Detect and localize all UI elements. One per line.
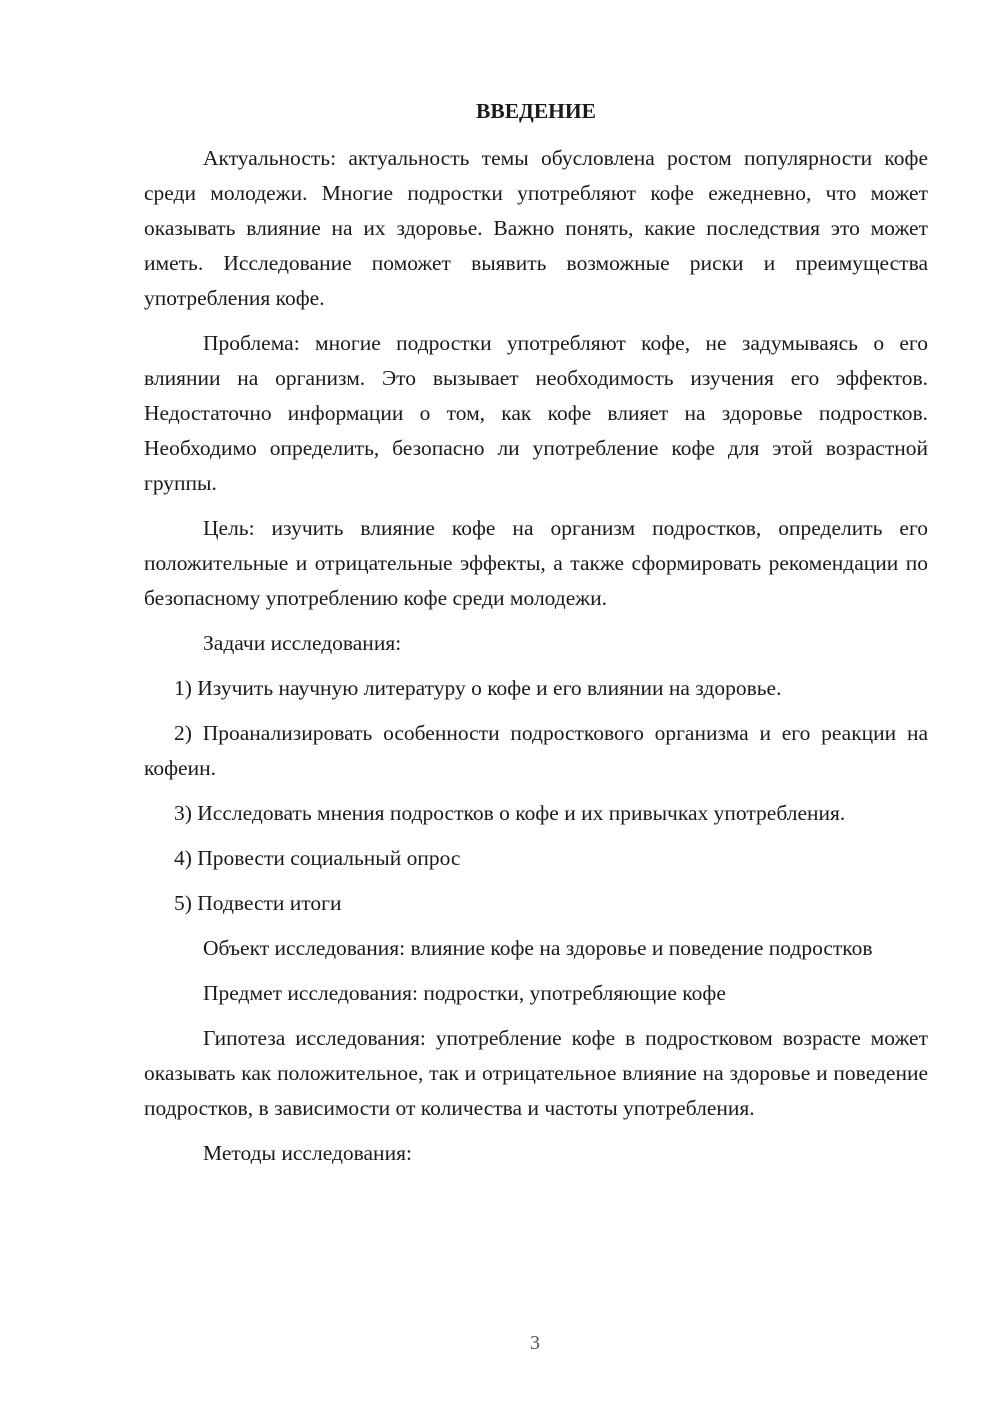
paragraph-tasks-heading: Задачи исследования:	[203, 631, 402, 655]
paragraph-problem: Проблема: многие подростки употребляют кофе, не задумываясь о его влиянии на организм. Это вызывает необходимость изучения его эффектов. Недостаточно информации о том, как кофе влияет на здоровье подростков. Необходимо определить, безопасно ли употребление кофе для этой возрастной группы.	[144, 331, 928, 495]
paragraph-methods: Методы исследования:	[203, 1141, 412, 1165]
document-page	[144, 94, 928, 1181]
paragraph-object: Объект исследования: влияние кофе на здоровье и поведение подростков	[203, 936, 873, 960]
paragraph-hypothesis: Гипотеза исследования: употребление кофе в подростковом возрасте может оказывать как положительное, так и отрицательное влияние на здоровье и поведение подростков, в зависимости от количества и частоты употребления.	[144, 1026, 928, 1120]
paragraph-subject: Предмет исследования: подростки, употребляющие кофе	[203, 981, 726, 1005]
task-item-1: 1) Изучить научную литературу о кофе и его влиянии на здоровье.	[174, 676, 782, 700]
page-number: 3	[530, 1332, 540, 1354]
section-title: ВВЕДЕНИЕ	[476, 99, 596, 123]
task-item-4: 4) Провести социальный опрос	[174, 846, 461, 870]
task-item-3: 3) Исследовать мнения подростков о кофе и их привычках употребления.	[174, 801, 846, 825]
task-item-2: 2) Проанализировать особенности подросткового организма и его реакции на кофеин.	[144, 721, 928, 780]
task-item-5: 5) Подвести итоги	[174, 891, 342, 915]
paragraph-relevance: Актуальность: актуальность темы обусловлена ростом популярности кофе среди молодежи. Многие подростки употребляют кофе ежедневно, что может оказывать влияние на их здоровье. Важно понять, какие последствия это может иметь. Исследование поможет выявить возможные риски и преимущества употребления кофе.	[144, 146, 928, 310]
paragraph-goal: Цель: изучить влияние кофе на организм подростков, определить его положительные и отрицательные эффекты, а также сформировать рекомендации по безопасному употреблению кофе среди молодежи.	[144, 516, 928, 610]
